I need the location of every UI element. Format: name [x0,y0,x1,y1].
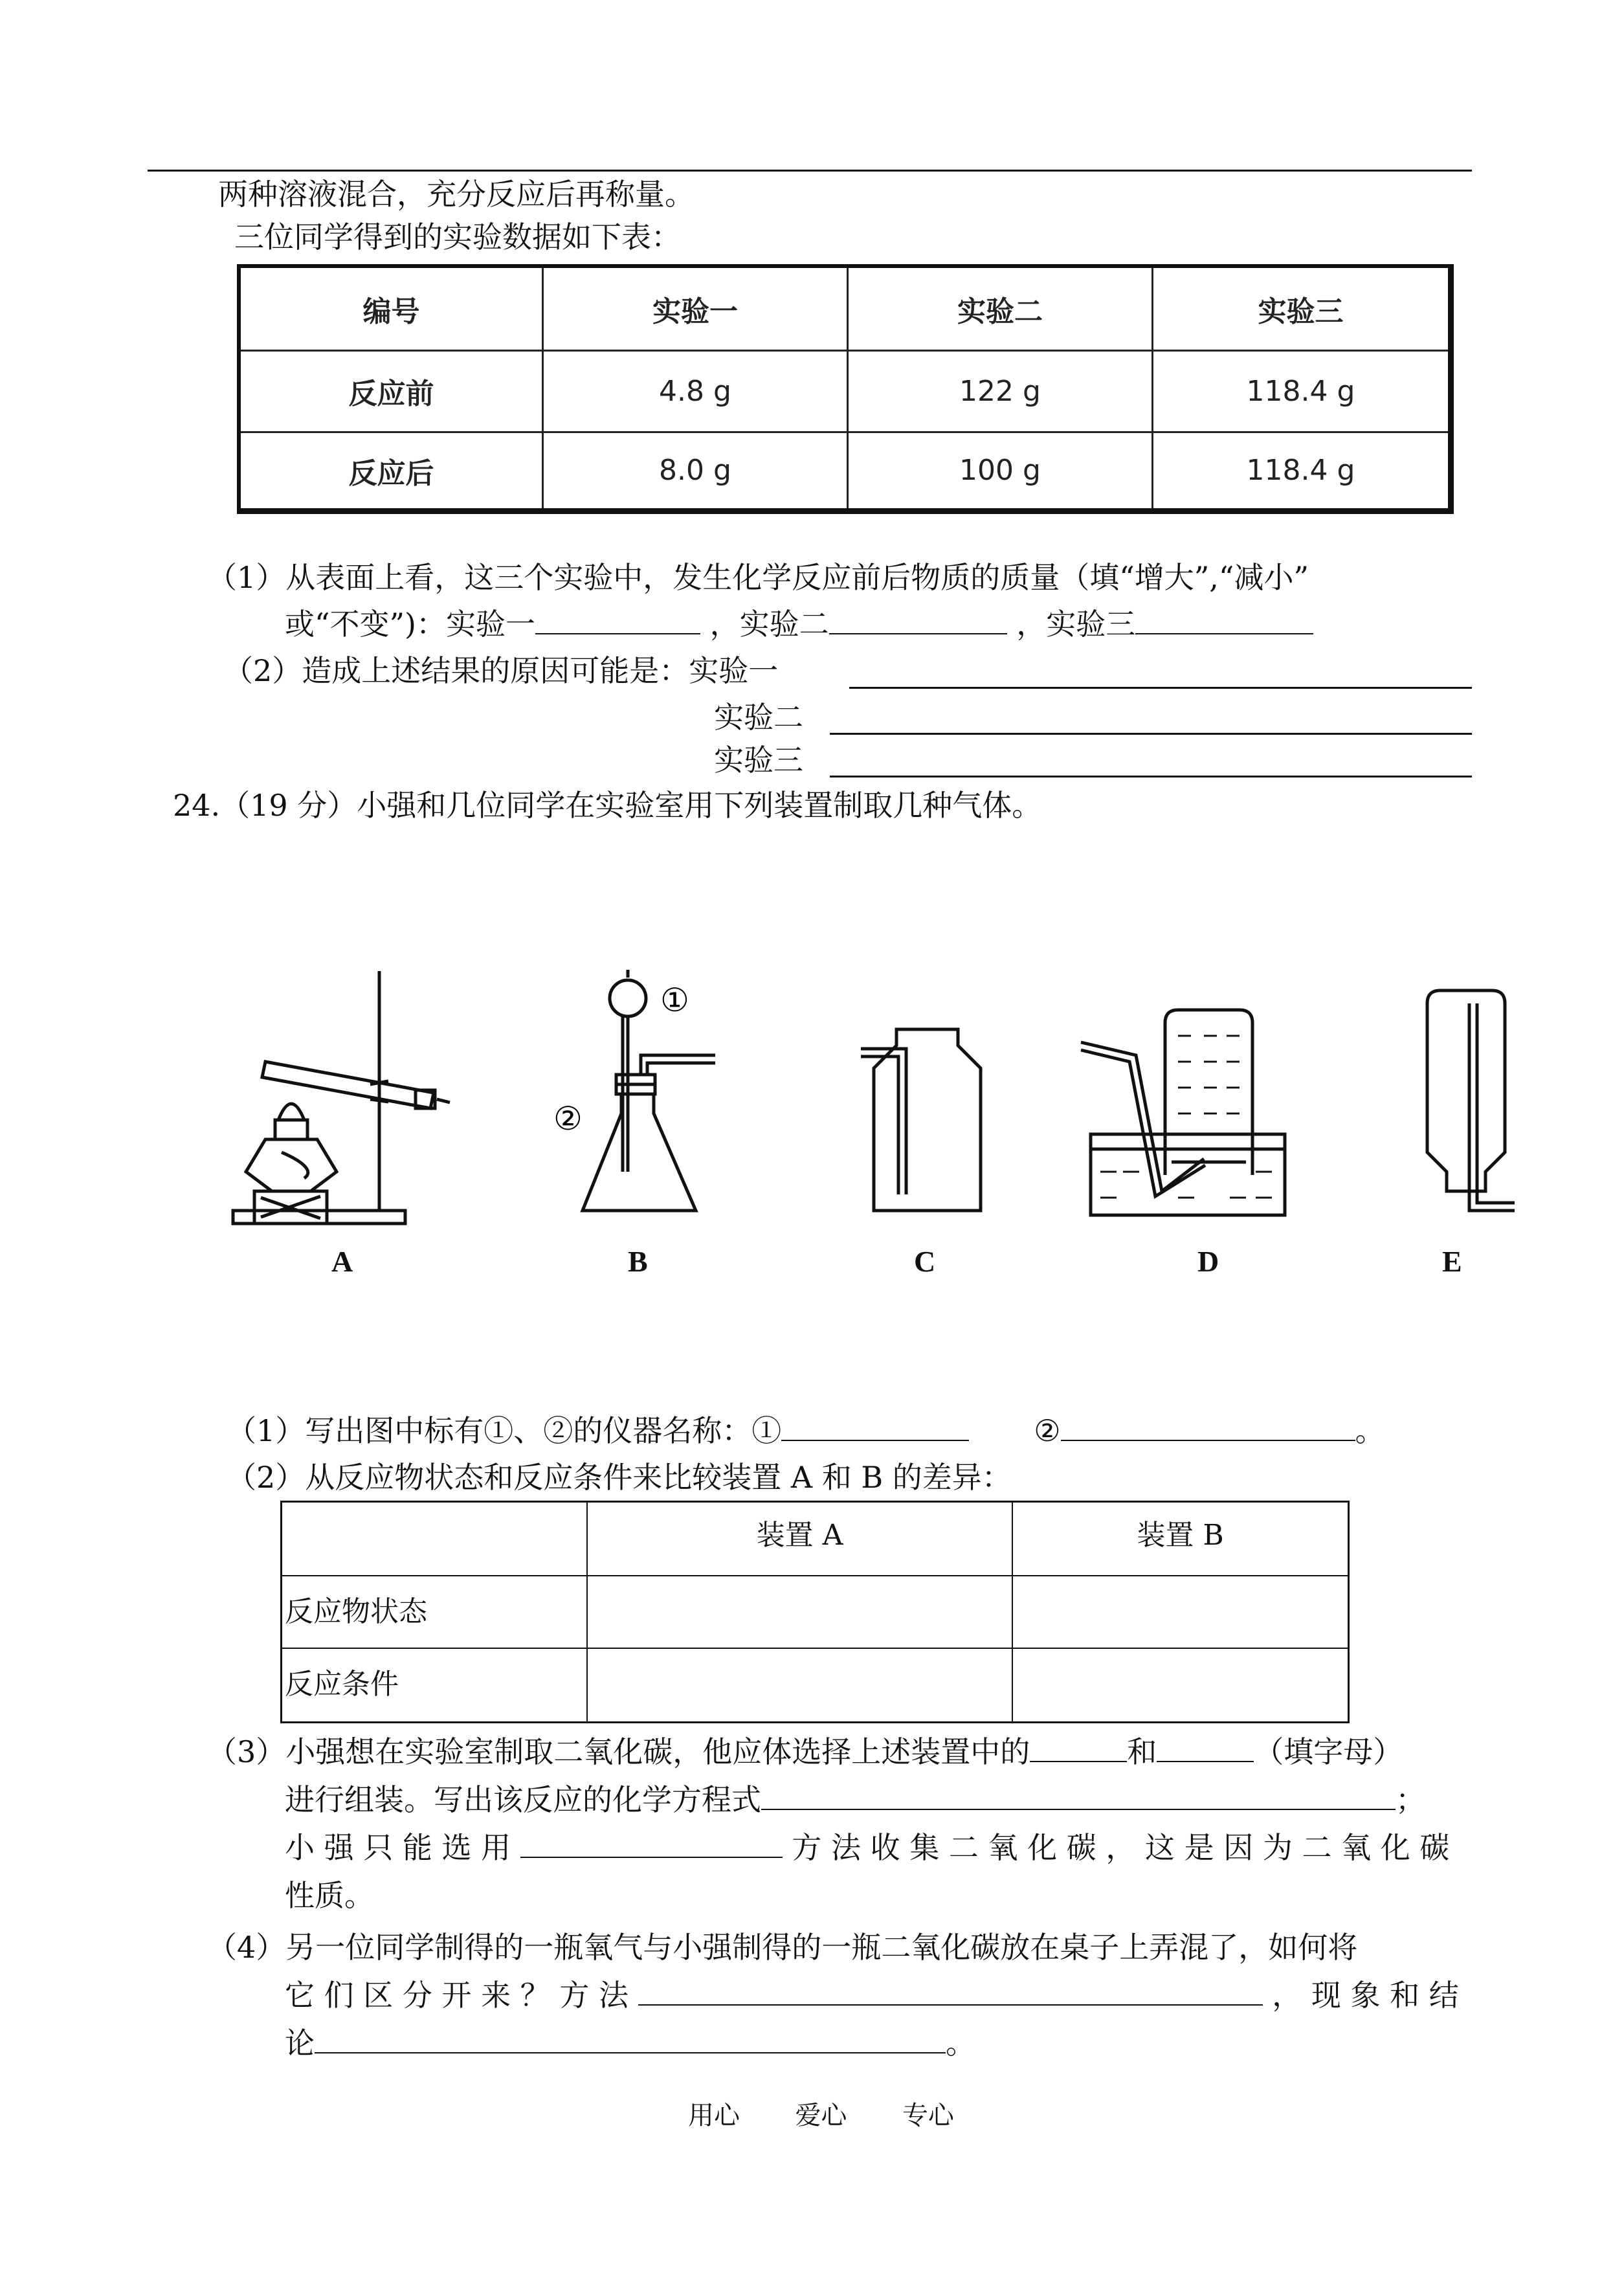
q23-text: ，实验二 [709,607,829,642]
table-header-cell: 编号 [239,266,543,350]
table-header-cell: 装置 A [587,1502,1012,1576]
intro-line-2: 三位同学得到的实验数据如下表： [234,219,681,254]
figure-label-d: D [1197,1245,1219,1278]
footer-text: 用心 [688,2101,740,2131]
q23-text: ，实验三 [1016,607,1136,642]
table-header-cell [282,1502,588,1576]
q24-part4-line2 [285,1974,1459,2016]
table-cell: 100 g [848,432,1153,511]
intro-line-1: 两种溶液混合，充分反应后再称量。 [218,177,695,212]
apparatus-d [1081,1010,1285,1215]
q24-part1 [227,1410,1385,1451]
apparatus-a [233,971,450,1224]
figure-label-e: E [1442,1245,1462,1278]
figure-label-b: B [628,1245,648,1278]
table-header-cell: 实验二 [848,266,1153,350]
experiment-data-table [237,264,1454,514]
table-cell: 8.0 g [543,432,848,511]
q24-part3-line3 [285,1827,1449,1868]
q24-part3-line1 [207,1731,1403,1773]
answer-line-reason3[interactable] [830,776,1472,777]
header-rule [148,170,1472,172]
answer-cell[interactable] [1012,1576,1349,1648]
q24-text: ② [1034,1413,1061,1448]
apparatus-figure [220,958,1528,1243]
answer-blank-exp2[interactable] [829,605,1007,634]
q23-part1-line1: （1）从表面上看，这三个实验中，发生化学反应前后物质的质量（填“增大”,“减小” [207,560,1309,595]
answer-blank-exp3[interactable] [1135,605,1313,634]
answer-blank-equation[interactable] [761,1780,1396,1810]
q24-part3-line2 [285,1779,1425,1820]
table-cell: 4.8 g [543,350,848,432]
table-row-label: 反应后 [239,432,543,511]
q24-text: 它 们 区 分 开 来 ？ 方 法 [285,1978,628,2013]
q24-text: （填字母） [1254,1734,1403,1769]
q23-text: （2）造成上述结果的原因可能是：实验一 [223,653,779,688]
answer-line-reason2[interactable] [830,733,1472,735]
q24-part4-line1: （4）另一位同学制得的一瓶氧气与小强制得的一瓶二氧化碳放在桌子上弄混了，如何将 [207,1930,1358,1965]
answer-cell[interactable] [1012,1648,1349,1723]
q24-text: 进行组装。写出该反应的化学方程式 [285,1782,761,1817]
table-row-label: 反应物状态 [282,1576,588,1648]
marker-1: ① [660,981,689,1019]
answer-line-reason1[interactable] [849,687,1472,689]
apparatus-b [583,970,715,1211]
q23-part1-line2 [285,603,1313,645]
apparatus-comparison-table [280,1501,1350,1723]
answer-blank-conclusion[interactable] [315,2024,946,2053]
table-cell: 118.4 g [1153,350,1451,432]
q23-text: 或“不变”)：实验一 [285,607,535,642]
table-header-cell: 装置 B [1012,1502,1349,1576]
answer-blank-collection-method[interactable] [520,1828,783,1858]
q24-text: 。 [1355,1413,1385,1448]
q24-text: 方 法 收 集 二 氧 化 碳 ， 这 是 因 为 二 氧 化 碳 [792,1830,1450,1865]
q24-text: ， 现 象 和 结 [1272,1978,1459,2013]
q23-part2-line3: 实验三 [714,743,803,777]
apparatus-e [1427,990,1515,1211]
table-cell: 122 g [848,350,1153,432]
answer-blank-device2[interactable] [1157,1732,1254,1762]
q24-text: 和 [1127,1734,1157,1769]
q24-text: 。 [946,2026,975,2061]
q24-part2: （2）从反应物状态和反应条件来比较装置 A 和 B 的差异： [227,1460,1012,1495]
answer-blank-instrument1[interactable] [781,1411,969,1441]
q23-part2-line2: 实验二 [714,700,803,735]
answer-blank-instrument2[interactable] [1061,1411,1355,1441]
table-row-label: 反应前 [239,350,543,432]
answer-cell[interactable] [587,1576,1012,1648]
q24-text: （3）小强想在实验室制取二氧化碳，他应体选择上述装置中的 [207,1734,1030,1769]
table-cell: 118.4 g [1153,432,1451,511]
q24-text: ； [1396,1782,1425,1817]
page-footer [688,2095,954,2132]
q24-heading: 24.（19 分）小强和几位同学在实验室用下列装置制取几种气体。 [173,788,1042,823]
figure-label-c: C [914,1245,936,1278]
figure-label-a: A [331,1245,353,1278]
q24-part3-line4: 性质。 [285,1878,374,1913]
footer-text: 专心 [902,2101,954,2131]
marker-2: ② [553,1100,583,1137]
q23-part2-line1 [223,650,778,691]
table-header-cell: 实验三 [1153,266,1451,350]
q24-text: （1）写出图中标有①、②的仪器名称：① [227,1413,782,1448]
answer-blank-device1[interactable] [1030,1732,1127,1762]
table-header-cell: 实验一 [543,266,848,350]
footer-text: 爱心 [795,2101,847,2131]
answer-blank-exp1[interactable] [535,605,700,634]
apparatus-c [861,1029,981,1211]
answer-cell[interactable] [587,1648,1012,1723]
q24-text: 论 [285,2026,315,2061]
q24-text: 小 强 只 能 选 用 [285,1830,511,1865]
answer-blank-method[interactable] [638,1976,1263,2006]
table-row-label: 反应条件 [282,1648,588,1723]
q24-part4-line3 [285,2022,975,2064]
